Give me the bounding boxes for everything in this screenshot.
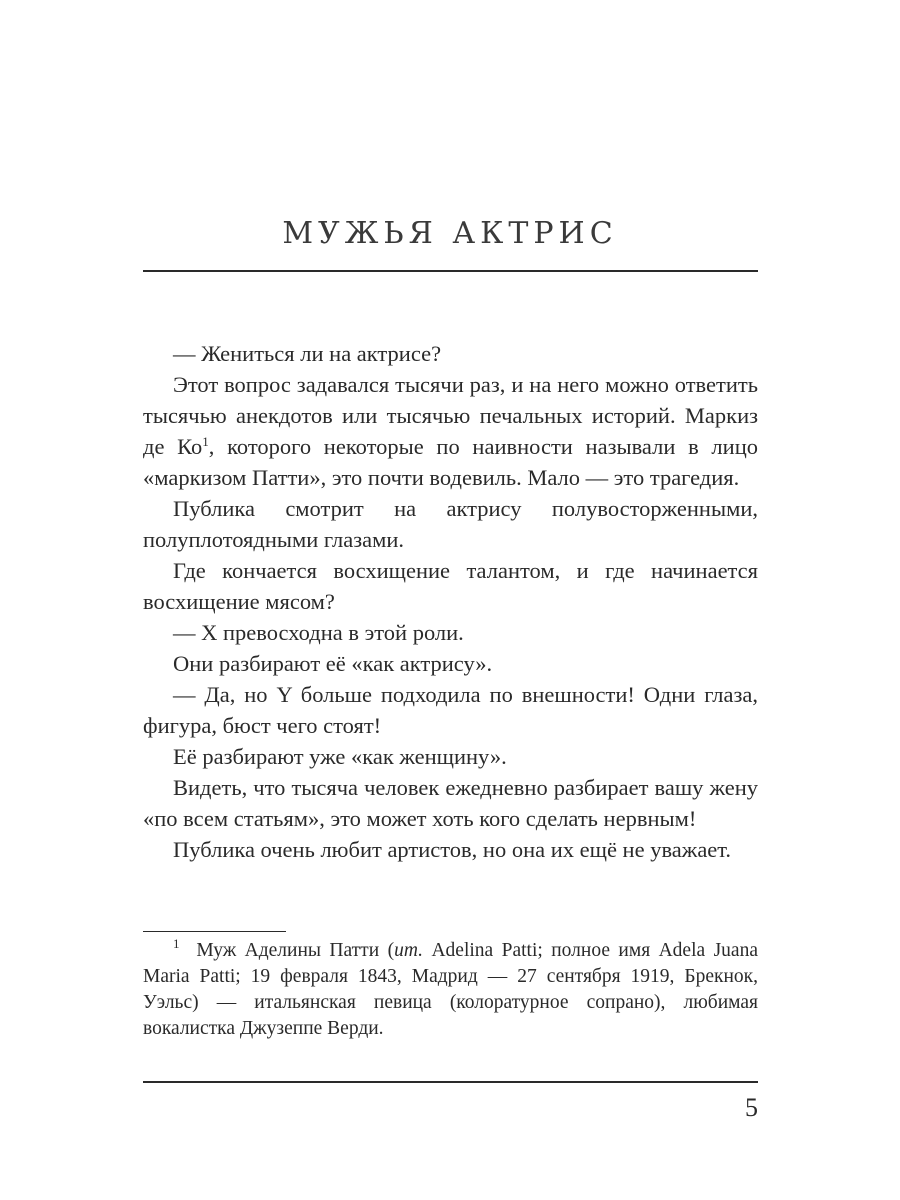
footnote-ref[interactable]: 1 xyxy=(202,434,209,449)
chapter-title: МУЖЬЯ АКТРИС xyxy=(282,216,618,251)
paragraph-text: , которого некоторые по наивности называли в лицо «маркизом Патти», это почти водевиль. Мало — это трагедия. xyxy=(143,434,758,490)
paragraph: — X превосходна в этой роли. xyxy=(173,620,464,645)
footnote-separator xyxy=(143,931,286,932)
footnote-text: Муж Аделины Патти ( xyxy=(196,940,395,961)
paragraph: Публика очень любит артистов, но она их ещё не уважает. xyxy=(173,837,732,862)
header-rule xyxy=(143,270,758,272)
paragraph: Видеть, что тысяча человек ежедневно разбирает вашу жену «по всем статьям», это может хоть кого сделать нервным! xyxy=(143,775,758,831)
footnote-text: Adelina Patti; полное имя Adela Juana Maria Patti; 19 февраля 1843, Мадрид — 27 сентября 1919, Брекнок, Уэльс) — итальянская певица (колоратурное сопрано), любимая вокалистка Джузеппе Верди. xyxy=(143,940,758,1039)
footnote xyxy=(143,938,758,1042)
paragraph: Где кончается восхищение талантом, и где начинается восхищение мясом? xyxy=(143,558,758,614)
footer-rule xyxy=(143,1081,758,1083)
paragraph: Публика смотрит на актрису полувосторженными, полуплотоядными глазами. xyxy=(143,496,758,552)
paragraph: — Да, но Y больше подходила по внешности! Одни глаза, фигура, бюст чего стоят! xyxy=(143,682,758,738)
paragraph: Они разбирают её «как актрису». xyxy=(173,651,493,676)
body-text xyxy=(143,338,758,865)
footnote-number: 1 xyxy=(173,936,180,951)
footnote-abbr: ит. xyxy=(394,940,424,961)
paragraph-text: Этот вопрос задавался тысячи раз, и на него можно ответить тысячью анекдотов или тысячью печальных историй. Маркиз де Ко xyxy=(143,372,758,459)
paragraph: Её разбирают уже «как женщину». xyxy=(173,744,507,769)
paragraph: — Жениться ли на актрисе? xyxy=(173,341,442,366)
paragraph xyxy=(143,369,758,493)
page-number: 5 xyxy=(745,1093,758,1122)
